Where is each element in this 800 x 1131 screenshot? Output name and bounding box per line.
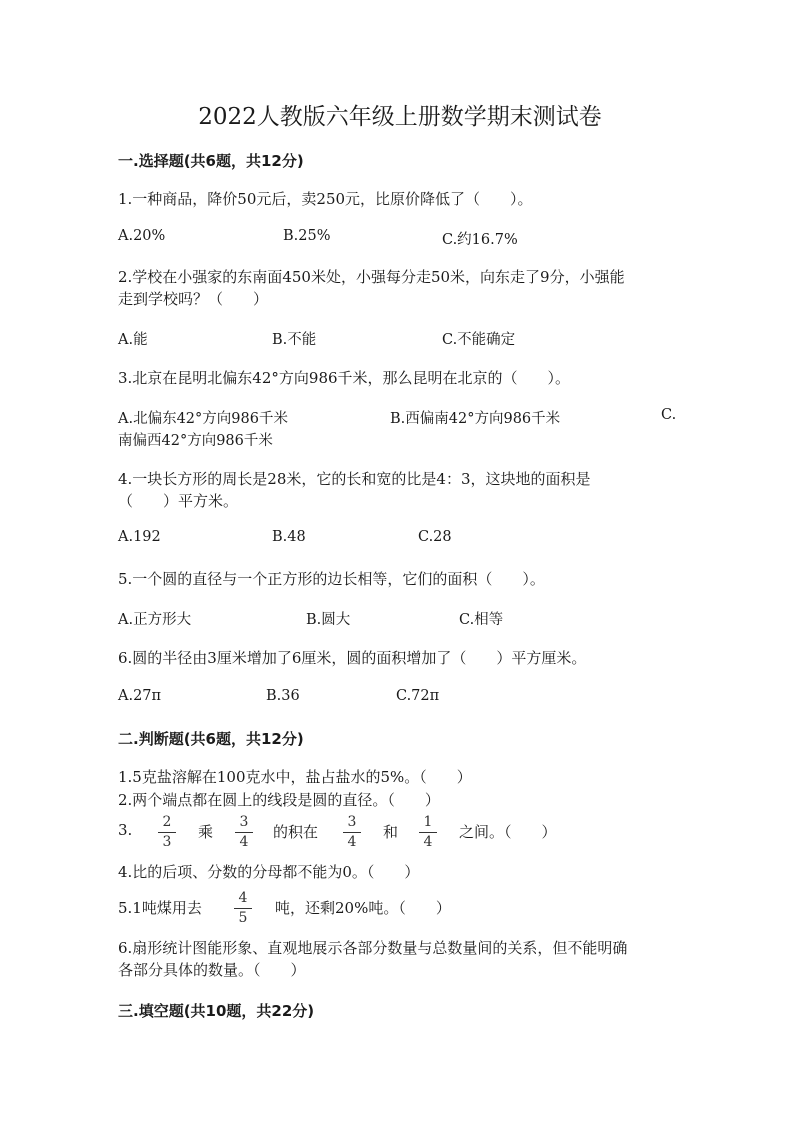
fraction-numerator: 3: [347, 814, 357, 830]
choice-q4-line1: 4.一块长方形的周长是28米，它的长和宽的比是4：3，这块地的面积是: [118, 470, 591, 488]
judge-q6-line1: 6.扇形统计图能形象、直观地展示各部分数量与总数量间的关系，但不能明确: [118, 939, 628, 957]
section-heading-fill: 三.填空题(共10题，共22分): [118, 1002, 315, 1020]
choice-q2-line2: 走到学校吗？（ ）: [118, 290, 269, 308]
choice-q3-option-a: A.北偏东42°方向986千米: [118, 411, 288, 427]
choice-q4-option-a: A.192: [118, 529, 161, 545]
choice-q1-text: 1.一种商品，降价50元后，卖250元，比原价降低了（ ）。: [118, 190, 533, 208]
choice-q3-option-c-label: C.: [661, 407, 677, 423]
choice-q3-text: 3.北京在昆明北偏东42°方向986千米，那么昆明在北京的（ ）。: [118, 369, 571, 387]
fraction-bar: [235, 832, 253, 833]
choice-q2-option-a: A.能: [118, 332, 148, 348]
fraction-numerator: 3: [239, 814, 249, 830]
choice-q5-option-a: A.正方形大: [118, 612, 192, 628]
choice-q6-option-b: B.36: [266, 688, 300, 704]
fraction-denominator: 5: [238, 910, 248, 926]
choice-q5-option-b: B.圆大: [306, 612, 351, 628]
fraction-bar: [419, 832, 437, 833]
choice-q6-text: 6.圆的半径由3厘米增加了6厘米，圆的面积增加了（ ）平方厘米。: [118, 649, 587, 667]
judge-q3-word-between: 之间。（ ）: [459, 823, 557, 841]
fraction-numerator: 1: [423, 814, 433, 830]
judge-q3-word-and: 和: [383, 823, 399, 841]
choice-q3-option-b: B.西偏南42°方向986千米: [390, 411, 561, 427]
fraction-bar: [234, 908, 252, 909]
choice-q5-text: 5.一个圆的直径与一个正方形的边长相等，它们的面积（ ）。: [118, 570, 545, 588]
choice-q1-option-b: B.25%: [283, 228, 331, 244]
fraction-denominator: 3: [162, 834, 172, 850]
section-heading-choice: 一.选择题(共6题，共12分): [118, 152, 304, 170]
fraction-denominator: 4: [347, 834, 357, 850]
fraction-denominator: 4: [423, 834, 433, 850]
choice-q4-option-b: B.48: [272, 529, 306, 545]
judge-q5-fraction: [231, 890, 255, 927]
choice-q6-option-a: A.27π: [118, 688, 162, 704]
choice-q2-option-b: B.不能: [272, 332, 317, 348]
judge-q5-prefix: 5.1吨煤用去: [118, 899, 202, 917]
judge-q3-fraction-2: [232, 814, 256, 851]
fraction-numerator: 2: [162, 814, 172, 830]
choice-q4-line2: （ ）平方米。: [118, 492, 239, 510]
choice-q1-option-c: C.约16.7%: [442, 232, 518, 248]
judge-q3-word-product: 的积在: [273, 823, 319, 841]
choice-q6-option-c: C.72π: [396, 688, 440, 704]
choice-q5-option-c: C.相等: [459, 612, 504, 628]
choice-q3-option-c-text: 南偏西42°方向986千米: [118, 433, 273, 449]
choice-q1-option-a: A.20%: [118, 228, 166, 244]
section-heading-judge: 二.判断题(共6题，共12分): [118, 730, 304, 748]
fraction-numerator: 4: [238, 890, 248, 906]
judge-q3-word-multiply: 乘: [198, 823, 214, 841]
judge-q3-fraction-3: [340, 814, 364, 851]
judge-q3-fraction-4: [416, 814, 440, 851]
judge-q3-number: 3.: [118, 821, 133, 839]
choice-q2-option-c: C.不能确定: [442, 332, 516, 348]
fraction-denominator: 4: [239, 834, 249, 850]
judge-q4-text: 4.比的后项、分数的分母都不能为0。（ ）: [118, 863, 420, 881]
fraction-bar: [158, 832, 176, 833]
page-title: 2022人教版六年级上册数学期末测试卷: [198, 104, 602, 130]
choice-q4-option-c: C.28: [418, 529, 452, 545]
judge-q5-suffix: 吨，还剩20%吨。（ ）: [275, 899, 451, 917]
judge-q6-line2: 各部分具体的数量。（ ）: [118, 961, 306, 979]
judge-q3-fraction-1: [155, 814, 179, 851]
choice-q2-line1: 2.学校在小强家的东南面450米处，小强每分走50米，向东走了9分，小强能: [118, 268, 625, 286]
fraction-bar: [343, 832, 361, 833]
judge-q1-text: 1.5克盐溶解在100克水中，盐占盐水的5%。（ ）: [118, 768, 472, 786]
judge-q2-text: 2.两个端点都在圆上的线段是圆的直径。（ ）: [118, 791, 440, 809]
